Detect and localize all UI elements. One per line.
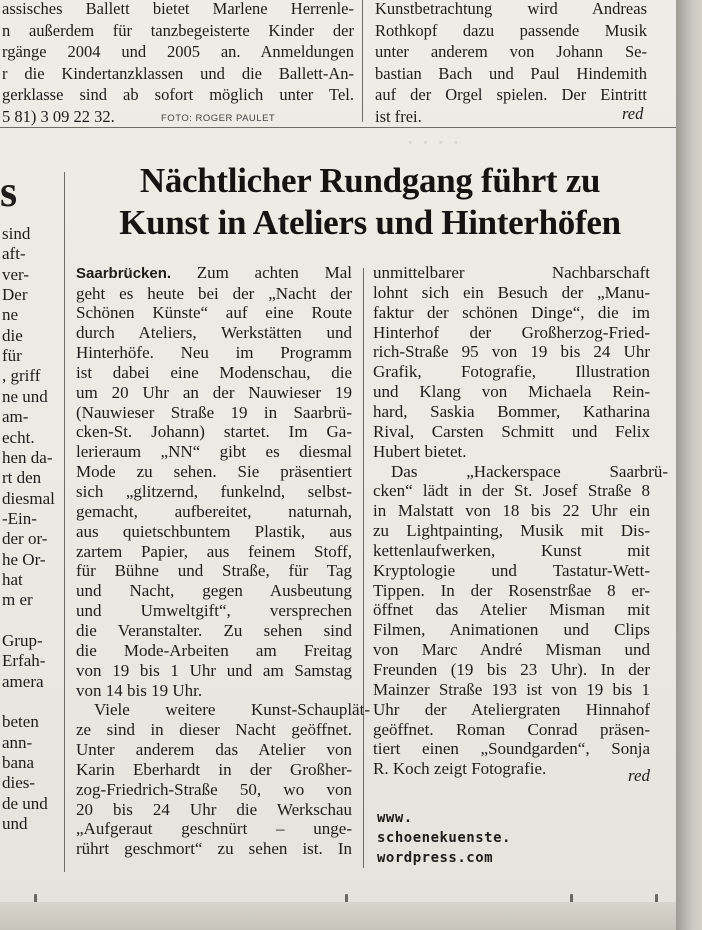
article-line: die Veranstalter. Zu sehen sind bbox=[76, 620, 352, 640]
article-line: und Nacht, gegen Ausbeutung bbox=[76, 581, 352, 601]
article-line: faktur der schönen Dinge“, die im bbox=[373, 302, 650, 322]
article-line: Uhr der Ateliergraten Hinnahof bbox=[373, 699, 650, 719]
article-line: und Umweltgift“, versprechen bbox=[76, 601, 352, 621]
bleed-through-text: · · · · bbox=[406, 128, 461, 157]
left-fragment-line: he Or- bbox=[2, 549, 46, 569]
article-line: unmittelbarer Nachbarschaft bbox=[373, 263, 650, 282]
column-rule-middle bbox=[363, 268, 364, 868]
section-divider bbox=[0, 127, 676, 128]
top-left-line: rgänge 2004 und 2005 an. Anmeldungen bbox=[2, 42, 354, 62]
left-fragment-line: beten bbox=[2, 712, 39, 732]
left-fragment-line: Grup- bbox=[2, 631, 43, 650]
article-line: Grafik, Fotografie, Illustration bbox=[373, 362, 650, 382]
left-fragment-line: de und bbox=[2, 793, 48, 813]
left-fragment-line: Der bbox=[2, 285, 28, 305]
top-left-line: gerklasse sind ab sofort möglich unter Tel. bbox=[2, 85, 354, 105]
article-line: ist dabei eine Modenschau, die bbox=[76, 362, 352, 382]
article-line: in Malstatt von 18 bis 22 Uhr ein bbox=[373, 501, 650, 521]
page-bottom-edge bbox=[0, 902, 676, 930]
headline-line-1: Nächtlicher Rundgang führt zu bbox=[139, 161, 601, 200]
left-fragment-line: hen da- bbox=[2, 447, 53, 467]
article-line: Rival, Carsten Schmitt und Felix bbox=[373, 421, 650, 441]
article-line: lohnt sich ein Besuch der „Manu- bbox=[373, 282, 650, 302]
article-line: Hubert bietet. bbox=[373, 441, 467, 461]
top-right-line: Kunstbetrachtung wird Andreas bbox=[375, 0, 647, 18]
article-line: öffnet das Atelier Misman mit bbox=[373, 600, 650, 620]
left-fragment-line: für bbox=[2, 346, 22, 366]
article-line: ze sind in dieser Nacht geöffnet. bbox=[76, 720, 352, 740]
left-fragment-line: m er bbox=[2, 590, 33, 610]
top-right-line: Rothkopf dazu passende Musik bbox=[375, 20, 647, 40]
article-line: Schönen Künste“ auf eine Route bbox=[76, 303, 352, 323]
article-line: geht es heute bei der „Nacht der bbox=[76, 283, 352, 303]
left-fragment-heading: s bbox=[0, 167, 18, 216]
article-line: rich-Straße 95 von 19 bis 24 Uhr bbox=[373, 342, 650, 362]
article-line: cken-St. Johann) startet. Im Ga- bbox=[76, 422, 352, 442]
article-line: cken“ lädt in der St. Josef Straße 8 bbox=[373, 481, 650, 501]
article-line: aus quietschbuntem Plastik, aus bbox=[76, 521, 352, 541]
article-line: „Aufgeraut geschnürt – unge- bbox=[76, 819, 352, 839]
article-first-line bbox=[76, 263, 352, 284]
left-fragment-line: echt. bbox=[2, 427, 35, 447]
top-left-line: assisches Ballett bietet Marlene Herrenle- bbox=[2, 0, 354, 18]
article-line: R. Koch zeigt Fotografie. bbox=[373, 759, 547, 779]
article-line: lerieraum „NN“ gibt es diesmal bbox=[76, 442, 352, 462]
top-right-signoff: red bbox=[622, 104, 644, 123]
article-line: Mainzer Straße 193 ist von 19 bis 1 bbox=[373, 679, 650, 699]
article-line: kettenlaufwerken, Kunst mit bbox=[373, 540, 650, 560]
article-line: um 20 Uhr an der Nauwieser 19 bbox=[76, 382, 352, 402]
article-line: hard, Saskia Bommer, Katharina bbox=[373, 401, 650, 421]
left-fragment-line: die bbox=[2, 325, 23, 345]
top-right-line: auf der Orgel spielen. Der Eintritt bbox=[375, 85, 647, 105]
left-fragment-line: , griff bbox=[2, 366, 41, 386]
left-fragment-line: hat bbox=[2, 569, 23, 589]
article-line: und Klang von Michaela Rein- bbox=[373, 382, 650, 402]
column-rule-left bbox=[64, 172, 65, 872]
left-fragment-line: ne und bbox=[2, 386, 48, 406]
website-url-line-1: www. bbox=[377, 810, 413, 826]
page-edge-shadow bbox=[676, 0, 702, 930]
article-line: zartem Papier, aus feinem Stoff, bbox=[76, 541, 352, 561]
article-line: von 14 bis 19 Uhr. bbox=[76, 680, 203, 700]
left-fragment-line: und bbox=[2, 814, 28, 834]
binding-hole bbox=[570, 894, 573, 902]
top-left-line: r die Kindertanzklassen und die Ballett-An- bbox=[2, 63, 354, 83]
headline-line-2: Kunst in Ateliers und Hinterhöfen bbox=[119, 203, 621, 242]
article-line: Mode zu sehen. Sie präsentiert bbox=[76, 462, 352, 482]
article-line: zog-Friedrich-Straße 50, wo von bbox=[76, 779, 352, 799]
website-url-line-3: wordpress.com bbox=[377, 850, 494, 866]
article-line: Kryptologie und Tastatur-Wett- bbox=[373, 560, 650, 580]
article-first-line-text: Zum achten Mal bbox=[171, 263, 352, 282]
left-fragment-line: am- bbox=[2, 407, 29, 427]
left-fragment-line: dies- bbox=[2, 773, 36, 793]
article-line: Filmen, Animationen und Clips bbox=[373, 620, 650, 640]
top-left-line: n außerdem für tanzbegeisterte Kinder der bbox=[2, 20, 354, 40]
left-fragment-line: der or- bbox=[2, 529, 48, 549]
top-right-line: unter anderem von Johann Se- bbox=[375, 42, 647, 62]
left-fragment-line: -Ein- bbox=[2, 508, 37, 528]
binding-hole bbox=[34, 894, 37, 902]
article-line: geöffnet. Roman Conrad präsen- bbox=[373, 719, 650, 739]
article-line: von 19 bis 1 Uhr und am Samstag bbox=[76, 660, 352, 680]
article-line: Tippen. In der Rosenstrßae 8 er- bbox=[373, 580, 650, 600]
article-line: sich „glitzernd, funkelnd, selbst- bbox=[76, 482, 352, 501]
article-line: Freunden (19 bis 23 Uhr). In der bbox=[373, 660, 650, 679]
article-line: gemacht, aufbereitet, naturnah, bbox=[76, 501, 352, 521]
article-line: für Bühne und Straße, für Tag bbox=[76, 561, 352, 581]
article-line: von Marc André Misman und bbox=[373, 640, 650, 660]
left-fragment-line: diesmal bbox=[2, 488, 55, 508]
article-line: Viele weitere Kunst-Schauplät- bbox=[94, 700, 370, 720]
website-url-line-2: schoenekuenste. bbox=[377, 830, 511, 846]
left-fragment-line: rt den bbox=[2, 468, 42, 488]
dateline: Saarbrücken. bbox=[76, 265, 172, 282]
top-right-line: ist frei. bbox=[375, 107, 422, 126]
article-line: Das „Hackerspace Saarbrü- bbox=[391, 461, 668, 481]
article-line: Karin Eberhardt in der Großher- bbox=[76, 759, 352, 779]
left-fragment-line: bana bbox=[2, 753, 35, 773]
left-fragment-line: aft- bbox=[2, 244, 26, 264]
left-fragment-line: ne bbox=[2, 305, 19, 325]
article-line: 20 bis 24 Uhr die Werkschau bbox=[76, 799, 352, 819]
article-line: tiert einen „Soundgarden“, Sonja bbox=[373, 739, 650, 759]
left-fragment-line: Erfah- bbox=[2, 651, 46, 671]
article-line: Unter anderem das Atelier von bbox=[76, 740, 352, 760]
left-fragment-line: ver- bbox=[2, 264, 30, 284]
article-line: zu Lightpainting, Musik mit Dis- bbox=[373, 521, 650, 541]
left-fragment-line: ann- bbox=[2, 732, 33, 752]
column-rule-top bbox=[362, 0, 363, 122]
left-fragment-line: amera bbox=[2, 671, 44, 691]
article-line: Hinterhöfe. Neu im Programm bbox=[76, 343, 352, 363]
top-left-line: 5 81) 3 09 22 32. bbox=[2, 107, 115, 126]
binding-hole bbox=[655, 894, 658, 902]
article-line: Hinterhof der Großherzog-Fried- bbox=[373, 322, 650, 342]
article-line: durch Ateliers, Werkstätten und bbox=[76, 323, 352, 343]
binding-hole bbox=[345, 894, 348, 902]
photo-credit: FOTO: ROGER PAULET bbox=[161, 113, 276, 124]
article-line: rührt geschmort“ zu sehen ist. In bbox=[76, 839, 352, 859]
left-fragment-line: sind bbox=[2, 224, 31, 243]
article-line: die Mode-Arbeiten am Freitag bbox=[76, 640, 352, 660]
top-right-line: bastian Bach und Paul Hindemith bbox=[375, 63, 647, 83]
article-signoff: red bbox=[628, 766, 651, 785]
article-line: (Nauwieser Straße 19 in Saarbrü- bbox=[76, 402, 352, 422]
